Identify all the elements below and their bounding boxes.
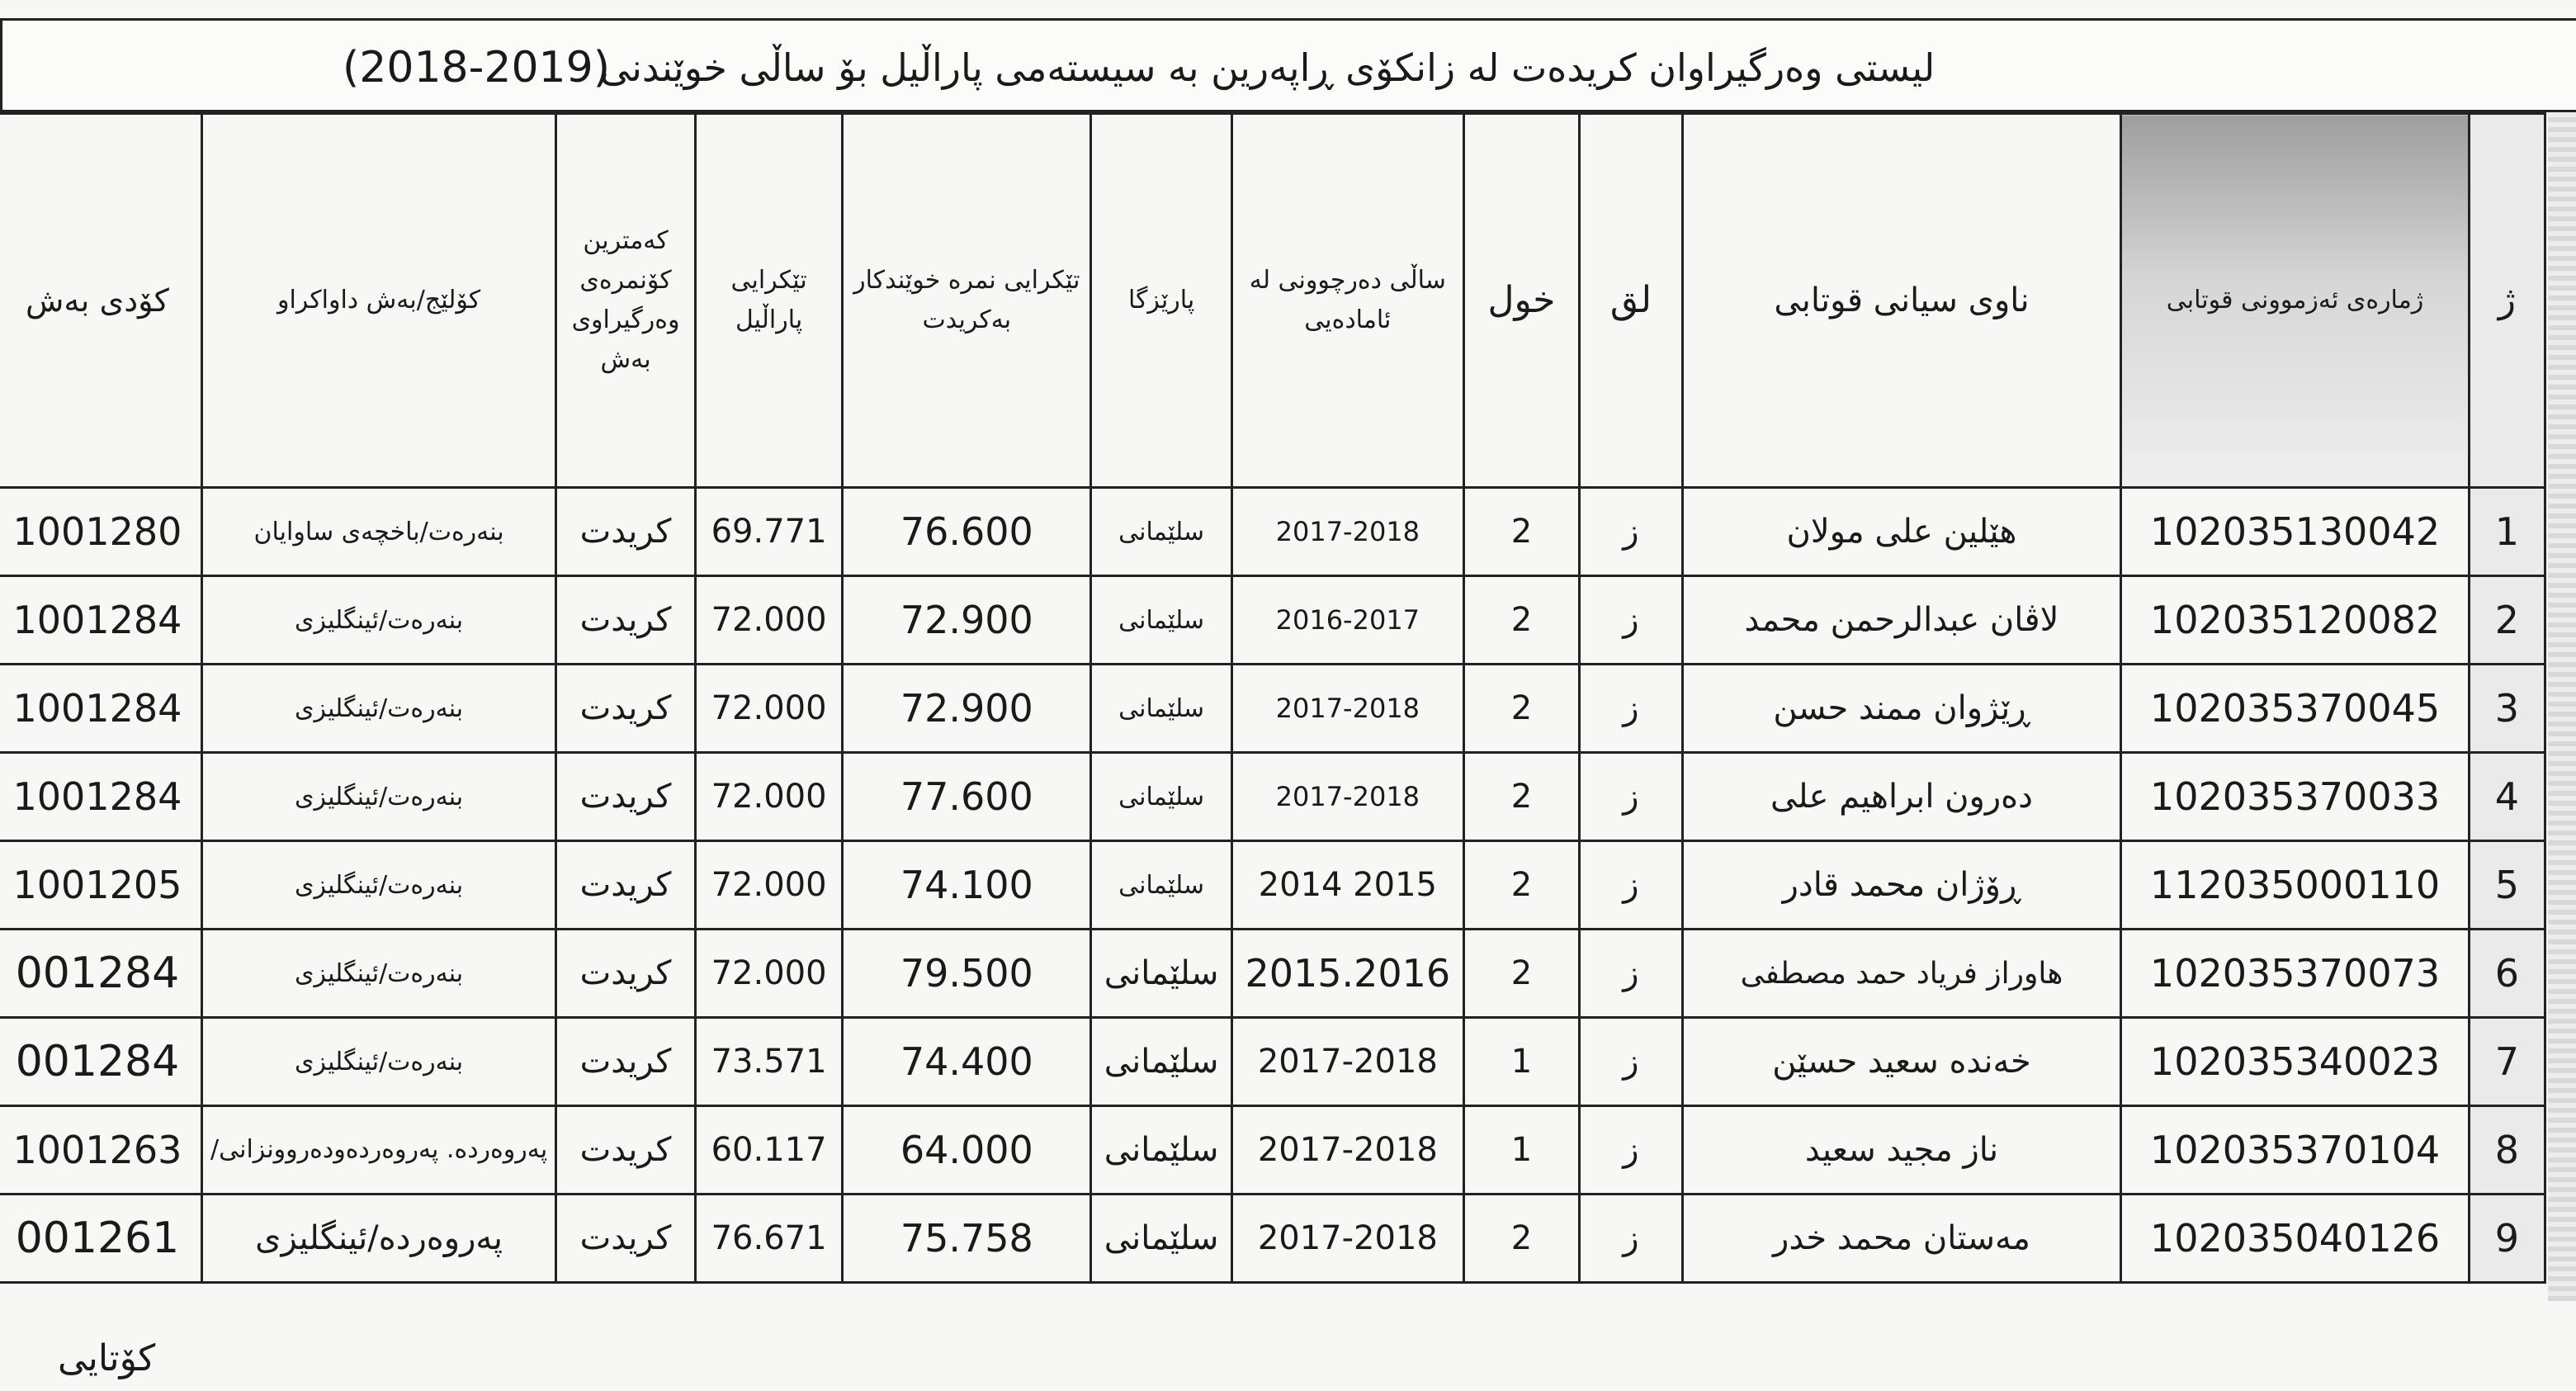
academic-year: (2018-2019) (343, 43, 611, 92)
admissions-table (0, 112, 2546, 1284)
min-grade: كریدت (556, 841, 696, 930)
gender: ز (1580, 576, 1682, 665)
min-grade: كریدت (556, 753, 696, 841)
student-name: دەرون ابراهیم علی (1682, 753, 2121, 841)
avg-grade: 72.900 (843, 576, 1091, 665)
row-index: 5 (2469, 841, 2545, 930)
parallel-avg: 73.571 (695, 1018, 843, 1106)
exam-number: 102035040126 (2121, 1195, 2469, 1283)
dept-code: 001261 (0, 1195, 201, 1283)
parallel-avg: 72.000 (695, 576, 843, 665)
round: 2 (1463, 665, 1579, 753)
header-province: پارێزگا (1091, 114, 1232, 488)
college-dept: پەروەردە/ئینگلیزی (201, 1195, 555, 1283)
gender: ز (1580, 841, 1682, 930)
row-index: 3 (2469, 665, 2545, 753)
college-dept: بنەرەت/ئینگلیزی (201, 1018, 555, 1106)
header-index: ژ (2469, 114, 2545, 488)
student-name: هاوراز فریاد حمد مصطفی (1682, 930, 2121, 1018)
student-name: مەستان محمد خدر (1682, 1195, 2121, 1283)
min-grade: كریدت (556, 1195, 696, 1283)
province: سلێمانی (1091, 1195, 1232, 1283)
dept-code: 1001205 (0, 841, 201, 930)
province: سلێمانی (1091, 753, 1232, 841)
row-index: 6 (2469, 930, 2545, 1018)
table-row (0, 1018, 2545, 1106)
college-dept: بنەرەت/ئینگلیزی (201, 665, 555, 753)
table-row (0, 753, 2545, 841)
dept-code: 1001263 (0, 1106, 201, 1195)
title-bar (0, 18, 2576, 112)
avg-grade: 79.500 (843, 930, 1091, 1018)
avg-grade: 64.000 (843, 1106, 1091, 1195)
province: سلێمانی (1091, 665, 1232, 753)
gender: ز (1580, 1195, 1682, 1283)
parallel-avg: 72.000 (695, 930, 843, 1018)
student-name: ناز مجید سعید (1682, 1106, 2121, 1195)
row-index: 8 (2469, 1106, 2545, 1195)
round: 2 (1463, 753, 1579, 841)
table-row (0, 841, 2545, 930)
table-row (0, 576, 2545, 665)
exam-number: 102035340023 (2121, 1018, 2469, 1106)
exam-number: 112035000110 (2121, 841, 2469, 930)
min-grade: كریدت (556, 665, 696, 753)
student-name: ڕۆژان محمد قادر (1682, 841, 2121, 930)
parallel-avg: 72.000 (695, 665, 843, 753)
grad-year: 2017-2018 (1231, 1018, 1463, 1106)
college-dept: پەروەردە. پەروەردەودەروونزانی/ (201, 1106, 555, 1195)
province: سلێمانی (1091, 1106, 1232, 1195)
dept-code: 1001280 (0, 488, 201, 576)
province: سلێمانی (1091, 841, 1232, 930)
round: 2 (1463, 1195, 1579, 1283)
table-header-row (0, 114, 2545, 488)
exam-number: 102035120082 (2121, 576, 2469, 665)
student-name: هێلین علی مولان (1682, 488, 2121, 576)
avg-grade: 74.400 (843, 1018, 1091, 1106)
round: 2 (1463, 841, 1579, 930)
grad-year: 2015.2016 (1231, 930, 1463, 1018)
gender: ز (1580, 930, 1682, 1018)
gender: ز (1580, 753, 1682, 841)
header-name: ناوی سیانی قوتابی (1682, 114, 2121, 488)
college-dept: بنەرەت/ئینگلیزی (201, 841, 555, 930)
header-grad-year: ساڵی دەرچوونی لە ئامادەیی (1231, 114, 1463, 488)
exam-number: 102035370073 (2121, 930, 2469, 1018)
province: سلێمانی (1091, 1018, 1232, 1106)
province: سلێمانی (1091, 930, 1232, 1018)
college-dept: بنەرەت/باخچەی ساوایان (201, 488, 555, 576)
header-parallel-avg: تێكرایی پاراڵیل (695, 114, 843, 488)
college-dept: بنەرەت/ئینگلیزی (201, 576, 555, 665)
header-gender: لق (1580, 114, 1682, 488)
parallel-avg: 76.671 (695, 1195, 843, 1283)
min-grade: كریدت (556, 576, 696, 665)
min-grade: كریدت (556, 488, 696, 576)
exam-number: 102035370104 (2121, 1106, 2469, 1195)
table-row (0, 930, 2545, 1018)
dept-code: 1001284 (0, 753, 201, 841)
avg-grade: 75.758 (843, 1195, 1091, 1283)
parallel-avg: 72.000 (695, 753, 843, 841)
header-avg-grade: تێكرایی نمرە خوێندكار بەكریدت (843, 114, 1091, 488)
gender: ز (1580, 665, 1682, 753)
grad-year: 2017-2018 (1231, 488, 1463, 576)
round: 1 (1463, 1106, 1579, 1195)
min-grade: كریدت (556, 1106, 696, 1195)
header-exam-number: ژمارەی ئەزموونی قوتابی (2121, 114, 2469, 488)
header-college-dept: كۆلێج/بەش داواكراو (201, 114, 555, 488)
parallel-avg: 60.117 (695, 1106, 843, 1195)
table-row (0, 1106, 2545, 1195)
exam-number: 102035130042 (2121, 488, 2469, 576)
table-row (0, 488, 2545, 576)
min-grade: كریدت (556, 930, 696, 1018)
dept-code: 001284 (0, 1018, 201, 1106)
avg-grade: 77.600 (843, 753, 1091, 841)
round: 2 (1463, 576, 1579, 665)
scan-edge-shading (2548, 112, 2576, 1301)
grad-year: 2017-2018 (1231, 665, 1463, 753)
college-dept: بنەرەت/ئینگلیزی (201, 753, 555, 841)
dept-code: 1001284 (0, 665, 201, 753)
header-min-grade: كەمترین كۆنمرەی وەرگیراوی بەش (556, 114, 696, 488)
student-name: ڕێژوان ممند حسن (1682, 665, 2121, 753)
grad-year: 2017-2018 (1231, 753, 1463, 841)
grad-year: 2016-2017 (1231, 576, 1463, 665)
student-name: خەندە سعید حسێن (1682, 1018, 2121, 1106)
exam-number: 102035370033 (2121, 753, 2469, 841)
row-index: 4 (2469, 753, 2545, 841)
gender: ز (1580, 1106, 1682, 1195)
dept-code: 001284 (0, 930, 201, 1018)
province: سلێمانی (1091, 576, 1232, 665)
avg-grade: 74.100 (843, 841, 1091, 930)
student-name: لاڤان عبدالرحمن محمد (1682, 576, 2121, 665)
gender: ز (1580, 1018, 1682, 1106)
header-round: خول (1463, 114, 1579, 488)
table-row (0, 665, 2545, 753)
end-label: كۆتایی (58, 1337, 156, 1379)
college-dept: بنەرەت/ئینگلیزی (201, 930, 555, 1018)
row-index: 9 (2469, 1195, 2545, 1283)
min-grade: كریدت (556, 1018, 696, 1106)
province: سلێمانی (1091, 488, 1232, 576)
parallel-avg: 72.000 (695, 841, 843, 930)
dept-code: 1001284 (0, 576, 201, 665)
row-index: 7 (2469, 1018, 2545, 1106)
table-row (0, 1195, 2545, 1283)
round: 1 (1463, 1018, 1579, 1106)
round: 2 (1463, 488, 1579, 576)
row-index: 1 (2469, 488, 2545, 576)
grad-year: 2017-2018 (1231, 1106, 1463, 1195)
row-index: 2 (2469, 576, 2545, 665)
exam-number: 102035370045 (2121, 665, 2469, 753)
header-dept-code: كۆدی بەش (0, 114, 201, 488)
round: 2 (1463, 930, 1579, 1018)
grad-year: 2014 2015 (1231, 841, 1463, 930)
avg-grade: 72.900 (843, 665, 1091, 753)
grad-year: 2017-2018 (1231, 1195, 1463, 1283)
avg-grade: 76.600 (843, 488, 1091, 576)
gender: ز (1580, 488, 1682, 576)
document-title: لیستی وەرگیراوان كریدەت لە زانكۆی ڕاپەرین بە سیستەمی پاراڵیل بۆ ساڵی خوێندنی (599, 45, 1936, 90)
parallel-avg: 69.771 (695, 488, 843, 576)
